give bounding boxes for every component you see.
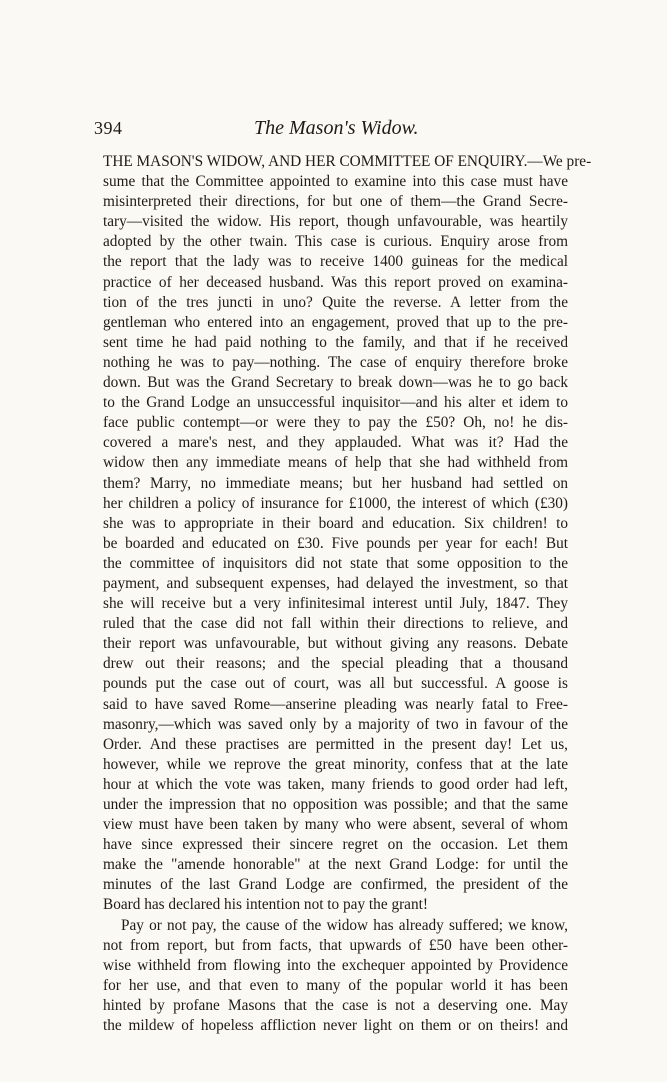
- text-line: however, while we reprove the great minority, confess that at the late: [103, 755, 568, 773]
- text-line: for her use, and that even to many of the popular world it has been: [103, 976, 568, 994]
- paragraph-pay-or-not-pay: [103, 916, 568, 1037]
- text-line: face public contempt—or were they to pay the £50? Oh, no! he dis-: [103, 414, 568, 432]
- text-line: their report was unfavourable, but without giving any reasons. Debate: [103, 635, 568, 653]
- text-line: hinted by profane Masons that the case is not a deserving one. May: [103, 996, 568, 1014]
- text-line: view must have been taken by many who were absent, several of whom: [103, 816, 568, 834]
- text-line: Pay or not pay, the cause of the widow has already suffered; we know,: [121, 916, 568, 934]
- text-line: she will receive but a very infinitesimal interest until July, 1847. They: [103, 595, 568, 613]
- text-line: covered a mare's nest, and they applauded. What was it? Had the: [103, 434, 568, 452]
- text-line: not from report, but from facts, that upwards of £50 have been other-: [103, 936, 568, 954]
- text-line: sume that the Committee appointed to examine into this case must have: [103, 173, 568, 191]
- text-line: hour at which the vote was taken, many friends to good order had left,: [103, 775, 568, 793]
- text-line: adopted by the other twain. This case is curious. Enquiry arose from: [103, 233, 568, 251]
- text-line: ruled that the case did not fall within their directions to relieve, and: [103, 615, 568, 633]
- text-line: she was to appropriate in their board and education. Six children! to: [103, 514, 568, 532]
- text-line: Board has declared his intention not to pay the grant!: [103, 896, 428, 914]
- text-line: them? Marry, no immediate means; but her husband had settled on: [103, 474, 568, 492]
- running-title: The Mason's Widow.: [254, 117, 419, 139]
- text-line: be boarded and educated on £30. Five pounds per year for each! But: [103, 534, 568, 552]
- text-line: masonry,—which was saved only by a majority of two in favour of the: [103, 715, 568, 733]
- text-line: practice of her deceased husband. Was this report proved on examina-: [103, 273, 568, 291]
- text-line: nothing he was to pay—nothing. The case of enquiry therefore broke: [103, 353, 568, 371]
- text-line: tary—visited the widow. His report, though unfavourable, was heartily: [103, 213, 568, 231]
- text-line: said to have saved Rome—anserine pleading was nearly fatal to Free-: [103, 695, 568, 713]
- page-header: [94, 116, 574, 142]
- text-line: make the "amende honorable" at the next Grand Lodge: for until the: [103, 856, 568, 874]
- text-line: the report that the lady was to receive 1400 guineas for the medical: [103, 253, 568, 271]
- text-line: minutes of the last Grand Lodge are confirmed, the president of the: [103, 876, 568, 894]
- text-line: her children a policy of insurance for £1000, the interest of which (£30): [103, 494, 568, 512]
- text-line: wise withheld from flowing into the exchequer appointed by Providence: [103, 956, 568, 974]
- text-line: gentleman who entered into an engagement, proved that up to the pre-: [103, 313, 568, 331]
- text-line: THE MASON'S WIDOW, AND HER COMMITTEE OF ENQUIRY.—We pre-: [103, 153, 592, 170]
- text-line: payment, and subsequent expenses, had delayed the investment, so that: [103, 574, 568, 592]
- paragraph-committee-of-enquiry: [103, 152, 592, 916]
- article-body: [103, 152, 592, 1036]
- text-line: down. But was the Grand Secretary to break down—was he to go back: [103, 374, 568, 392]
- text-line: the mildew of hopeless affliction never light on them or on theirs! and: [103, 1017, 568, 1035]
- text-line: the committee of inquisitors did not state that some opposition to the: [103, 554, 568, 572]
- text-line: to the Grand Lodge an unsuccessful inquisitor—and his alter et idem to: [103, 394, 568, 412]
- text-line: widow then any immediate means of help that she had withheld from: [103, 454, 568, 472]
- text-line: under the impression that no opposition was possible; and that the same: [103, 796, 568, 813]
- text-line: pounds put the case out of court, was all but successful. A goose is: [103, 675, 568, 693]
- text-line: tion of the tres juncti in uno? Quite the reverse. A letter from the: [103, 293, 568, 311]
- text-line: Order. And these practises are permitted in the present day! Let us,: [103, 735, 568, 753]
- page-number: 394: [94, 118, 123, 138]
- text-line: sent time he had paid nothing to the family, and that if he received: [103, 333, 568, 351]
- text-line: have since expressed their sincere regret on the occasion. Let them: [103, 836, 568, 854]
- text-line: drew out their reasons; and the special pleading that a thousand: [103, 655, 568, 673]
- text-line: misinterpreted their directions, for but one of them—the Grand Secre-: [103, 193, 568, 211]
